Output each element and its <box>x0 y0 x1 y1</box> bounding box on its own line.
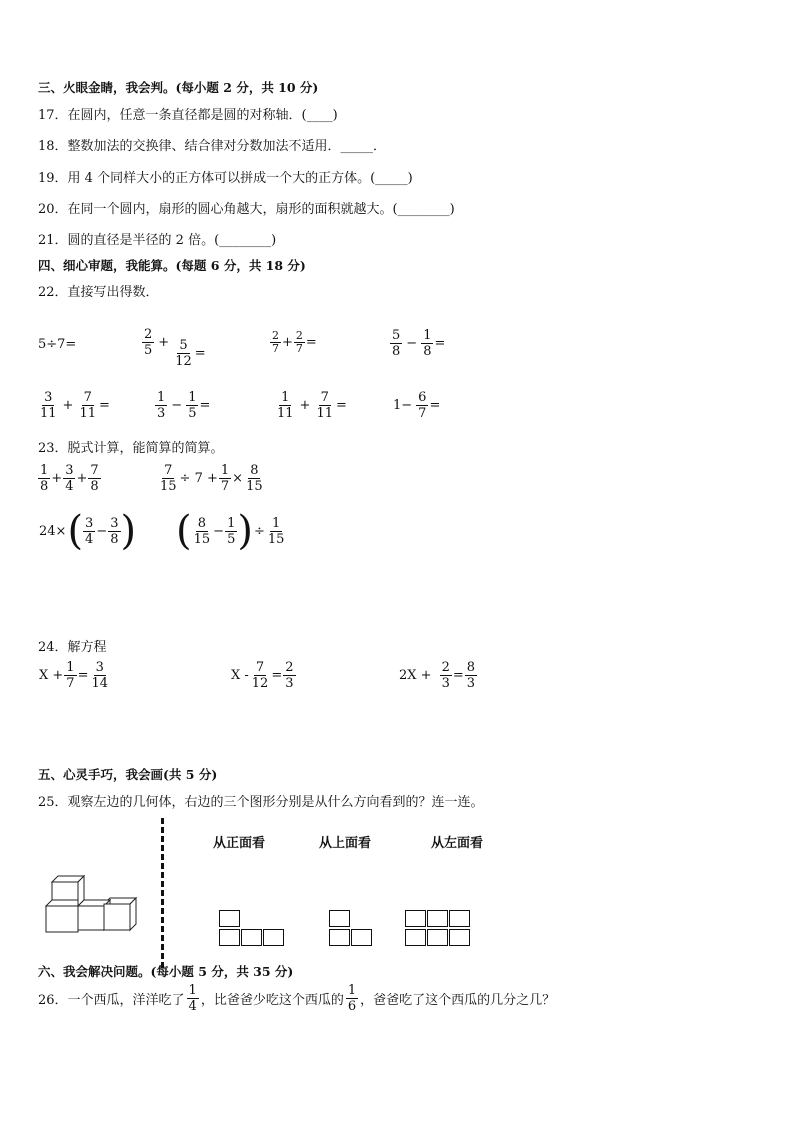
question-18: 18．整数加法的交换律、结合律对分数加法不适用．_____． <box>38 139 387 154</box>
view-label-left: 从左面看 <box>431 836 484 851</box>
calc-5-8-minus-1-8: $\frac{5}{8}$ − $\frac{1}{8}$ = <box>392 328 446 359</box>
grid-cell <box>241 929 262 946</box>
calc-1-3-minus-1-5: $\frac{1}{3}$ − $\frac{1}{5}$ = <box>157 390 211 421</box>
view-shape-2 <box>329 910 379 950</box>
section-3-title: 三、火眼金睛，我会判。(每小题 2 分，共 10 分) <box>38 80 319 95</box>
view-shape-3 <box>405 910 475 950</box>
calc-2-7-plus-2-7: $\frac{2}{7}$ + $\frac{2}{7}$ = <box>272 329 317 355</box>
grid-cell <box>449 910 470 927</box>
question-22: 22．直接写出得数． <box>38 285 159 300</box>
equation-2: X - $\frac{7}{12}$ = $\frac{2}{3}$ <box>231 660 294 691</box>
section-6-title: 六、我会解决问题。(每小题 5 分，共 35 分) <box>38 964 294 979</box>
calc-5-div-7: 5÷7= <box>38 337 77 352</box>
grid-cell <box>427 929 448 946</box>
grid-cell <box>427 910 448 927</box>
calc-1-11-plus-7-11: $\frac{1}{11}$ + $\frac{7}{11}$ = <box>277 390 347 421</box>
calc-3-11-plus-7-11: $\frac{3}{11}$ + $\frac{7}{11}$ = <box>40 390 110 421</box>
dashed-divider <box>161 818 164 968</box>
cube-solid-figure <box>38 872 142 934</box>
view-label-top: 从上面看 <box>319 836 372 851</box>
view-label-front: 从正面看 <box>213 836 266 851</box>
calc-23-4: ( $\frac{8}{15}$ − $\frac{1}{5}$ ) ÷ $\frac{1}{15}$ <box>176 508 285 554</box>
section-5-title: 五、心灵手巧，我会画(共 5 分) <box>38 767 218 782</box>
question-17: 17．在圆内，任意一条直径都是圆的对称轴．(____) <box>38 108 338 123</box>
question-25: 25．观察左边的几何体，右边的三个图形分别是从什么方向看到的？连一连。 <box>38 795 484 810</box>
grid-cell <box>405 929 426 946</box>
grid-cell <box>219 929 240 946</box>
calc-23-3: 24× ( $\frac{3}{4}$ − $\frac{3}{8}$ ) <box>39 508 137 554</box>
question-24: 24．解方程 <box>38 640 107 655</box>
view-shape-1 <box>219 910 289 950</box>
section-4-title: 四、细心审题，我能算。(每题 6 分，共 18 分) <box>38 258 306 273</box>
equation-1: X + $\frac{1}{7}$ = $\frac{3}{14}$ <box>39 660 109 691</box>
grid-cell <box>263 929 284 946</box>
question-20: 20．在同一个圆内，扇形的圆心角越大，扇形的面积就越大。(________) <box>38 202 455 217</box>
grid-cell <box>351 929 372 946</box>
grid-cell <box>329 929 350 946</box>
question-26: 26．一个西瓜，洋洋吃了 $\frac{1}{4}$ ，比爸爸少吃这个西瓜的 $\frac{1}{6}$ ，爸爸吃了这个西瓜的几分之几？ <box>38 983 556 1014</box>
grid-cell <box>219 910 240 927</box>
calc-2-5-plus-5-12: $\frac{2}{5}$ + $\frac{5}{12}$ = <box>144 327 206 369</box>
calc-23-1: $\frac{1}{8}$ + $\frac{3}{4}$ + $\frac{7}{8}$ <box>40 463 99 494</box>
grid-cell <box>405 910 426 927</box>
question-21: 21．圆的直径是半径的 2 倍。(________) <box>38 233 277 248</box>
grid-cell <box>329 910 350 927</box>
calc-23-2: $\frac{7}{15}$ ÷ 7 + $\frac{1}{7}$ × $\frac{8}{15}$ <box>160 463 263 494</box>
question-23: 23．脱式计算，能简算的简算。 <box>38 441 224 456</box>
question-19: 19．用 4 个同样大小的正方体可以拼成一个大的正方体。(_____) <box>38 171 413 186</box>
equation-3: 2X + $\frac{2}{3}$ = $\frac{8}{3}$ <box>399 660 476 691</box>
grid-cell <box>449 929 470 946</box>
calc-1-minus-6-7: 1− $\frac{6}{7}$ = <box>393 390 441 421</box>
